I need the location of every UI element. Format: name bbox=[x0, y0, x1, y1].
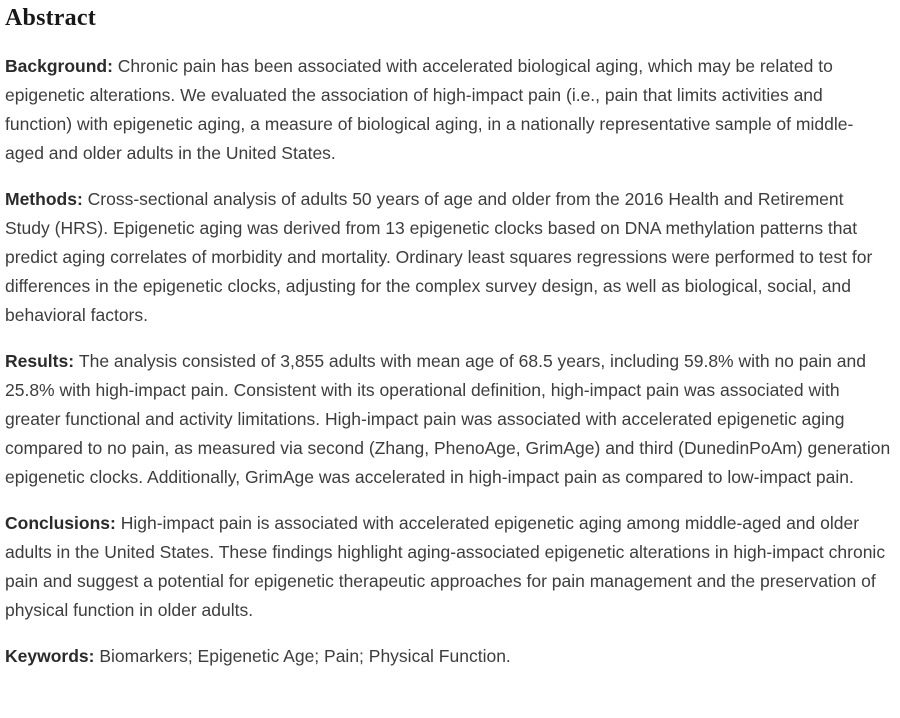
paragraph-background-label: Background: bbox=[5, 56, 118, 76]
keywords-line bbox=[5, 642, 892, 671]
paragraph-conclusions bbox=[5, 509, 892, 625]
paragraph-conclusions-text: High-impact pain is associated with accelerated epigenetic aging among middle-aged and older adults in the United States. These findings highlight aging-associated epigenetic alterations in high-impact chronic pain and suggest a potential for epigenetic therapeutic approaches for pain management and the preservation of physical function in older adults. bbox=[5, 513, 886, 620]
paragraph-results bbox=[5, 347, 892, 492]
paragraph-methods-label: Methods: bbox=[5, 189, 88, 209]
paragraph-methods-text: Cross-sectional analysis of adults 50 years of age and older from the 2016 Health and Retirement Study (HRS). Epigenetic aging was derived from 13 epigenetic clocks based on DNA methylation patterns that predict aging correlates of morbidity and mortality. Ordinary least squares regressions were performed to test for differences in the epigenetic clocks, adjusting for the complex survey design, as well as biological, social, and behavioral factors. bbox=[5, 189, 873, 325]
keywords-text: Biomarkers; Epigenetic Age; Pain; Physical Function. bbox=[99, 646, 511, 666]
paragraph-methods bbox=[5, 185, 892, 330]
abstract-heading: Abstract bbox=[5, 5, 96, 31]
paragraph-conclusions-label: Conclusions: bbox=[5, 513, 121, 533]
paragraph-background-text: Chronic pain has been associated with accelerated biological aging, which may be related to epigenetic alterations. We evaluated the association of high-impact pain (i.e., pain that limits activities and function) with epigenetic aging, a measure of biological aging, in a nationally representative sample of middle-aged and older adults in the United States. bbox=[5, 56, 854, 163]
keywords-label: Keywords: bbox=[5, 646, 100, 666]
paragraph-background bbox=[5, 52, 892, 168]
paragraph-results-label: Results: bbox=[5, 351, 79, 371]
paragraph-results-text: The analysis consisted of 3,855 adults with mean age of 68.5 years, including 59.8% with no pain and 25.8% with high-impact pain. Consistent with its operational definition, high-impact pain was associated with greater functional and activity limitations. High-impact pain was associated with accelerated epigenetic aging compared to no pain, as measured via second (Zhang, PhenoAge, GrimAge) and third (DunedinPoAm) generation epigenetic clocks. Additionally, GrimAge was accelerated in high-impact pain as compared to low-impact pain. bbox=[5, 351, 891, 487]
